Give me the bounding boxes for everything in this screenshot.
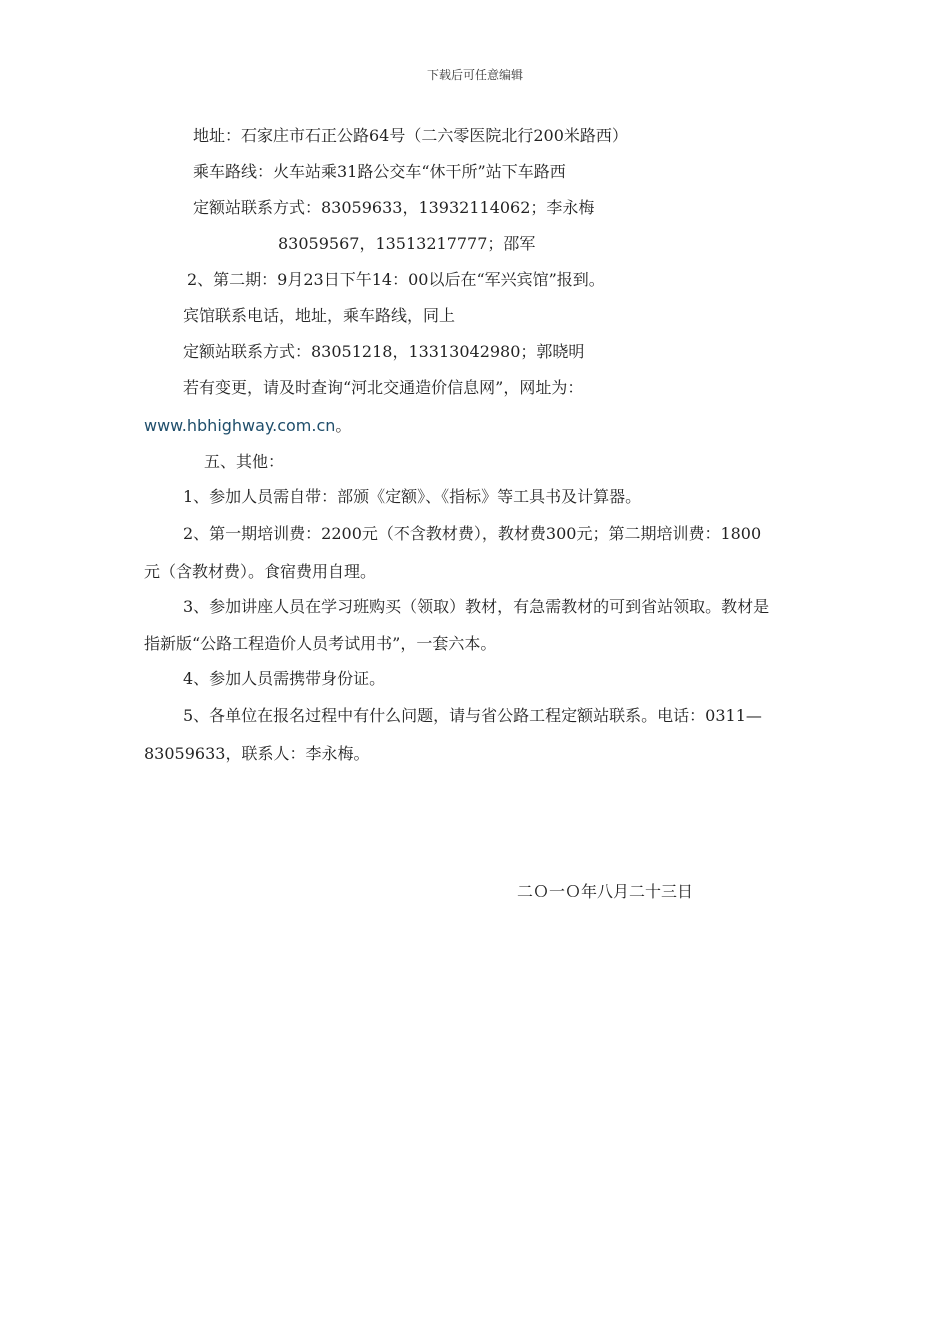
item-4: 4、参加人员需携带身份证。 — [183, 669, 386, 688]
route-line: 乘车路线：火车站乘31路公交车“休干所”站下车路西 — [193, 162, 566, 181]
item-3a: 3、参加讲座人员在学习班购买（领取）教材，有急需教材的可到省站领取。教材是 — [183, 597, 770, 616]
website-line — [144, 416, 351, 436]
phase2-line: 2、第二期：9月23日下午14：00以后在“军兴宾馆”报到。 — [187, 270, 605, 289]
document-date: 二Ｏ一Ｏ年八月二十三日 — [517, 882, 694, 901]
item-5b: 83059633，联系人：李永梅。 — [144, 744, 370, 763]
contact-line-1: 定额站联系方式：83059633，13932114062；李永梅 — [193, 198, 595, 217]
header-note: 下载后可任意编辑 — [426, 68, 523, 82]
contact-line-2: 定额站联系方式：83051218，13313042980；郭晓明 — [183, 342, 585, 361]
item-1: 1、参加人员需自带：部颁《定额》、《指标》等工具书及计算器。 — [183, 487, 642, 506]
other-heading: 五、其他： — [204, 452, 285, 471]
website-link[interactable]: www.hbhighway.com.cn — [144, 416, 336, 435]
address-line: 地址：石家庄市石正公路64号（二六零医院北行200米路西） — [193, 126, 628, 145]
item-3b: 指新版“公路工程造价人员考试用书”，一套六本。 — [144, 634, 497, 653]
change-notice-line: 若有变更，请及时查询“河北交通造价信息网”，网址为： — [183, 378, 584, 397]
item-2b: 元（含教材费）。食宿费用自理。 — [144, 562, 377, 581]
item-2a: 2、第一期培训费：2200元（不含教材费），教材费300元；第二期培训费：1800 — [183, 524, 762, 543]
item-5a: 5、各单位在报名过程中有什么问题，请与省公路工程定额站联系。电话：0311— — [183, 706, 762, 725]
hotel-line: 宾馆联系电话，地址，乘车路线，同上 — [183, 306, 456, 325]
website-period: 。 — [335, 416, 352, 435]
contact-line-1b: 83059567，13513217777；邵军 — [278, 234, 536, 253]
